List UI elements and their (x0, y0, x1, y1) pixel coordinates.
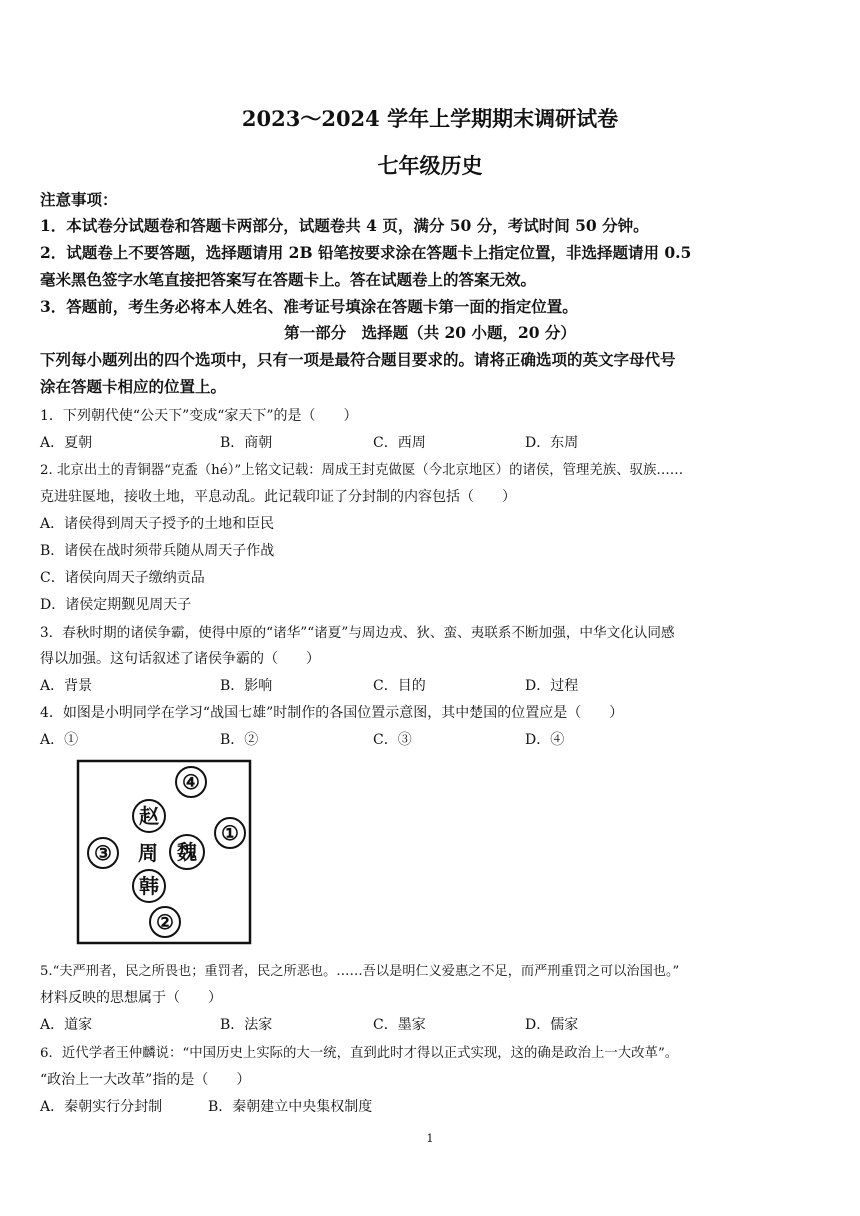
q6-option-b: B．秦朝建立中央集权制度 (208, 1099, 373, 1115)
zhao-label: 赵 (139, 804, 159, 828)
q5-stem-a: 5.“夫严刑者，民之所畏也；重罚者，民之所恶也。……吾以是明仁义爱惠之不足，而严刑重罚之可以治国也。” (40, 964, 680, 979)
exam-title: 2023～2024 学年上学期期末调研试卷 (241, 106, 619, 131)
q3-stem-a: 3．春秋时期的诸侯争霸，使得中原的“诸华”“诸夏”与周边戎、狄、蛮、夷联系不断加强，中华文化认同感 (40, 625, 675, 641)
warring-states-map-figure (75, 758, 253, 946)
position-2-label: ② (156, 910, 174, 934)
q2-option-d: D．诸侯定期觐见周天子 (40, 597, 192, 613)
note-2a: 2．试题卷上不要答题，选择题请用 2B 铅笔按要求涂在答题卡上指定位置，非选择题请用 0.5 (40, 243, 692, 262)
exam-subtitle: 七年级历史 (377, 153, 483, 178)
q2-option-a: A．诸侯得到周天子授予的土地和臣民 (40, 516, 275, 532)
han-label: 韩 (139, 874, 159, 898)
q4-option-a: A．① (40, 732, 79, 748)
zhou-label: 周 (138, 841, 158, 865)
q3-option-c: C．目的 (373, 678, 426, 694)
section-instruction-a: 下列每小题列出的四个选项中，只有一项是最符合题目要求的。请将正确选项的英文字母代号 (40, 350, 676, 369)
position-3-label: ③ (94, 841, 112, 865)
q2-stem-b: 克进驻匽地，接收土地，平息动乱。此记载印证了分封制的内容包括（ ） (40, 489, 516, 505)
section-heading: 第一部分 选择题（共 20 小题，20 分） (284, 323, 576, 342)
note-3: 3．答题前，考生务必将本人姓名、准考证号填涂在答题卡第一面的指定位置。 (40, 297, 578, 316)
section-instruction-b: 涂在答题卡相应的位置上。 (40, 377, 227, 396)
q1-option-c: C．西周 (373, 435, 426, 451)
page-number: 1 (426, 1132, 434, 1145)
note-2b: 毫米黑色签字水笔直接把答案写在答题卡上。答在试题卷上的答案无效。 (40, 270, 537, 289)
q4-option-c: C．③ (373, 732, 412, 748)
q3-option-b: B．影响 (220, 678, 273, 694)
q6-stem-a: 6．近代学者王仲麟说：“中国历史上实际的大一统，直到此时才得以正式实现，这的确是政治上一大改革”。 (40, 1046, 679, 1061)
q2-stem-a: 2. 北京出土的青铜器“克盉（hé）”上铭文记载：周成王封克做匽（今北京地区）的诸侯，管理羌族、驭族…… (40, 463, 684, 478)
q5-option-b: B．法家 (220, 1017, 273, 1033)
q5-option-a: A．道家 (40, 1017, 93, 1033)
q4-stem: 4．如图是小明同学在学习“战国七雄”时制作的各国位置示意图，其中楚国的位置应是（ ） (40, 705, 624, 721)
note-1: 1．本试卷分试题卷和答题卡两部分，试题卷共 4 页，满分 50 分，考试时间 50 分钟。 (40, 216, 649, 235)
q5-option-d: D．儒家 (525, 1017, 579, 1033)
q3-option-d: D．过程 (525, 678, 579, 694)
notes-heading: 注意事项： (40, 190, 118, 209)
q5-option-c: C．墨家 (373, 1017, 426, 1033)
q2-option-b: B．诸侯在战时须带兵随从周天子作战 (40, 543, 275, 559)
q2-option-c: C．诸侯向周天子缴纳贡品 (40, 570, 205, 586)
wei-label: 魏 (177, 840, 197, 864)
q6-stem-b: “政治上一大改革”指的是（ ） (40, 1072, 251, 1088)
position-1-label: ① (221, 821, 239, 845)
position-4-label: ④ (182, 770, 200, 794)
q1-option-b: B．商朝 (220, 435, 273, 451)
q1-option-d: D．东周 (525, 435, 579, 451)
q1-stem: 1．下列朝代使“公天下”变成“家天下”的是（ ） (40, 408, 358, 424)
q3-stem-b: 得以加强。这句话叙述了诸侯争霸的（ ） (40, 651, 320, 667)
q3-option-a: A．背景 (40, 678, 93, 694)
q4-option-b: B．② (220, 732, 259, 748)
q6-option-a: A．秦朝实行分封制 (40, 1099, 163, 1115)
q1-option-a: A．夏朝 (40, 435, 93, 451)
q4-option-d: D．④ (525, 732, 565, 748)
q5-stem-b: 材料反映的思想属于（ ） (40, 990, 222, 1006)
